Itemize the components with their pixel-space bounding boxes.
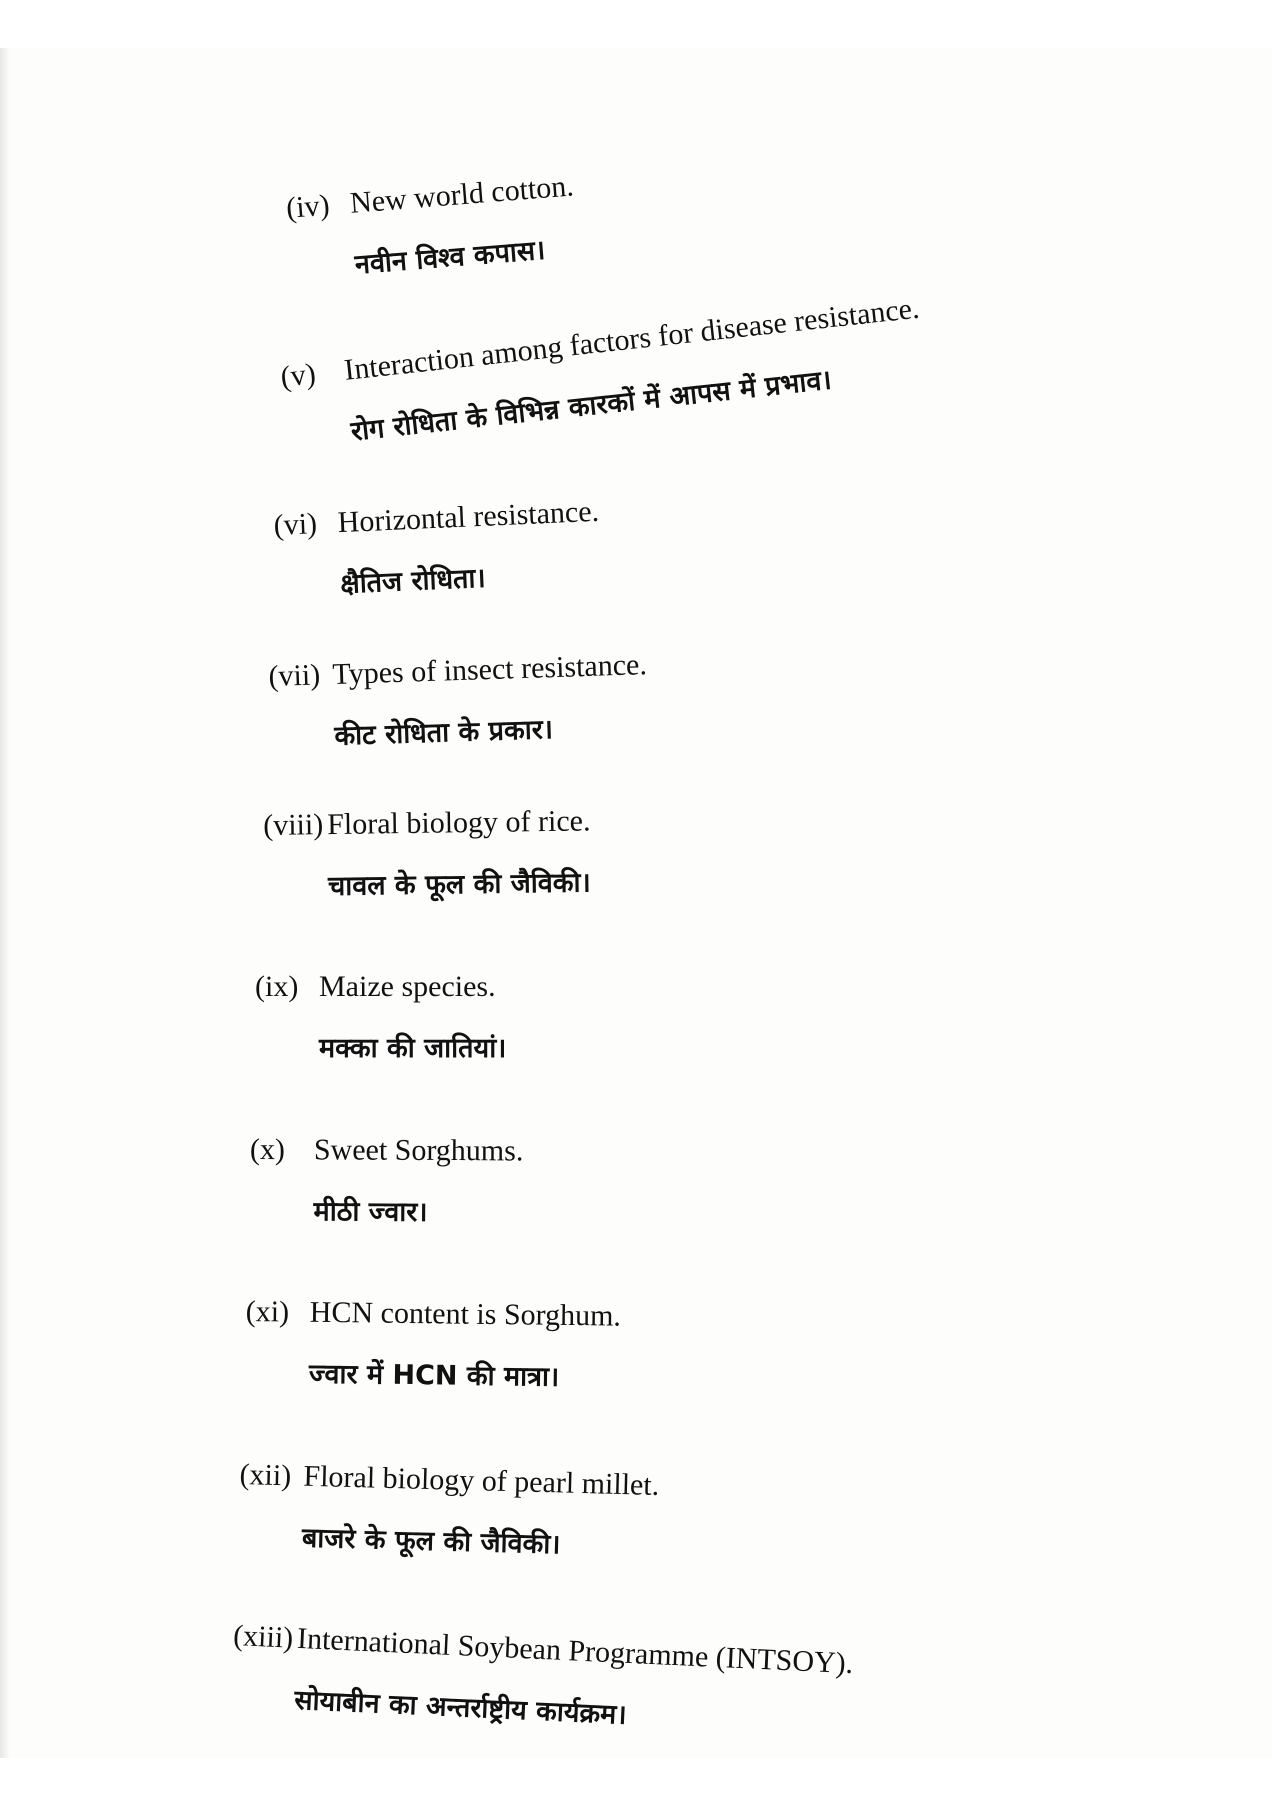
item-hindi-text: रोग रोधिता के विभिन्न कारकों में आपस में प्रभाव। xyxy=(349,364,834,448)
item-hindi-text: सोयाबीन का अन्तर्राष्ट्रीय कार्यक्रम। xyxy=(293,1684,628,1731)
item-number: (ix) xyxy=(255,970,299,1003)
item-english-text: Floral biology of rice. xyxy=(326,804,591,842)
question-item-ix xyxy=(255,970,1055,1080)
item-hindi-text: मीठी ज्वार। xyxy=(313,1196,428,1228)
item-number: (vi) xyxy=(273,507,318,542)
item-hindi-text: नवीन विश्व कपास। xyxy=(353,234,547,281)
item-number: (iv) xyxy=(285,188,331,225)
item-english-text: Horizontal resistance. xyxy=(336,494,600,540)
item-english-text: New world cotton. xyxy=(348,169,575,220)
item-number: (xii) xyxy=(239,1458,292,1493)
item-hindi-text: मक्का की जातियां। xyxy=(319,1033,507,1064)
question-item-viii xyxy=(263,798,1064,919)
item-english-text: Sweet Sorghums. xyxy=(313,1133,524,1168)
item-number: (x) xyxy=(249,1133,285,1167)
item-hindi-text: बाजरे के फूल की जैविकी। xyxy=(301,1522,561,1561)
item-english-text: Maize species. xyxy=(319,970,496,1003)
item-hindi-text: ज्वार में HCN की मात्रा। xyxy=(308,1358,560,1393)
item-number: (xi) xyxy=(245,1295,290,1329)
item-hindi-text: क्षैतिज रोधिता। xyxy=(339,562,487,601)
question-item-xii xyxy=(237,1458,1040,1589)
item-number: (xiii) xyxy=(232,1619,294,1655)
item-english-text: Interaction among factors for disease resistance. xyxy=(342,291,921,387)
page-edge-shadow xyxy=(0,48,10,1758)
item-number: (v) xyxy=(279,357,318,394)
item-number: (vii) xyxy=(268,658,321,693)
question-item-x xyxy=(249,1133,1050,1247)
question-item-xi xyxy=(245,1295,1046,1415)
item-hindi-text: कीट रोधिता के प्रकार। xyxy=(333,714,554,752)
item-english-text: Types of insect resistance. xyxy=(331,648,648,691)
item-english-text: HCN content is Sorghum. xyxy=(309,1295,622,1333)
item-hindi-text: चावल के फूल की जैविकी। xyxy=(327,867,591,903)
item-number: (viii) xyxy=(263,808,324,842)
item-english-text: Floral biology of pearl millet. xyxy=(303,1459,660,1502)
item-english-text: International Soybean Programme (INTSOY). xyxy=(296,1621,854,1681)
